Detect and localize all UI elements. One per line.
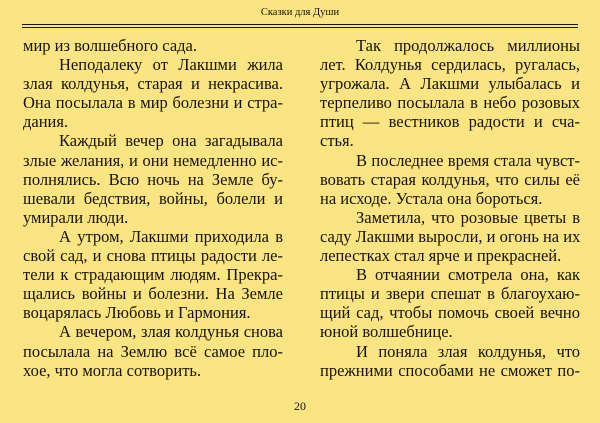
text-line: Неподалеку от Лакшми жила: [59, 55, 283, 75]
text-line: юной волшебнице.: [320, 322, 453, 342]
text-line: В последнее время стала чувст-: [356, 150, 580, 170]
text-column-right: [320, 36, 580, 380]
text-line: птицы и звери спешат в благоухаю-: [320, 284, 580, 304]
text-line: Заметила, что розовые цветы в: [356, 207, 580, 227]
text-line: И поняла злая колдунья, что: [356, 341, 580, 361]
text-line: А вечером, злая колдунья снова: [59, 322, 283, 342]
text-line: щались войны и болезни. На Земле: [23, 284, 283, 304]
text-line: умирали люди.: [23, 207, 129, 227]
text-column-left: [23, 36, 283, 380]
header-rule-thick: [22, 24, 578, 25]
text-line: на исходе. Устала она бороться.: [320, 188, 543, 208]
text-line: хое, что могла сотворить.: [23, 360, 202, 380]
text-line: посылала на Землю всё самое пло-: [23, 341, 283, 361]
text-line: Так продолжалось миллионы: [356, 36, 580, 55]
text-line: прежними способами не сможет по-: [320, 360, 580, 380]
text-line: А утром, Лакшми приходила в: [59, 226, 283, 246]
text-line: щий сад, чтобы помочь своей вечно: [320, 303, 580, 323]
text-line: полнялись. Всю ночь на Земле бу-: [23, 169, 283, 189]
running-header: Сказки для Души: [260, 7, 340, 18]
text-line: злая колдунья, старая и некрасива.: [23, 74, 283, 94]
page-number: 20: [294, 399, 306, 413]
text-line: птиц — вестников радости и сча-: [320, 112, 580, 132]
text-line: Каждый вечер она загадывала: [59, 131, 283, 151]
text-line: вовать старая колдунья, что силы её: [320, 169, 580, 189]
text-line: саду Лакшми выросли, и огонь на их: [320, 226, 581, 246]
text-line: шевали бедствия, войны, болели и: [23, 188, 283, 208]
text-line: стья.: [320, 131, 354, 151]
text-line: лет. Колдунья сердилась, ругалась,: [320, 55, 580, 75]
text-line: мир из волшебного сада.: [23, 36, 197, 55]
text-line: терпеливо посылала в небо розовых: [320, 93, 580, 113]
text-line: свой сад, и снова птицы радости ле-: [23, 246, 283, 266]
text-line: В отчаянии смотрела она, как: [356, 265, 580, 285]
text-line: лепестках стал ярче и прекрасней.: [320, 246, 562, 266]
header-rule-thin: [22, 27, 578, 28]
text-line: угрожала. А Лакшми улыбалась и: [320, 74, 580, 94]
text-line: тели к страдающим людям. Прекра-: [23, 265, 283, 285]
text-line: Она посылала в мир болезни и стра-: [23, 93, 283, 113]
text-line: дания.: [23, 112, 69, 132]
text-line: злые желания, и они немедленно ис-: [23, 150, 283, 170]
text-line: воцарялась Любовь и Гармония.: [23, 303, 251, 323]
